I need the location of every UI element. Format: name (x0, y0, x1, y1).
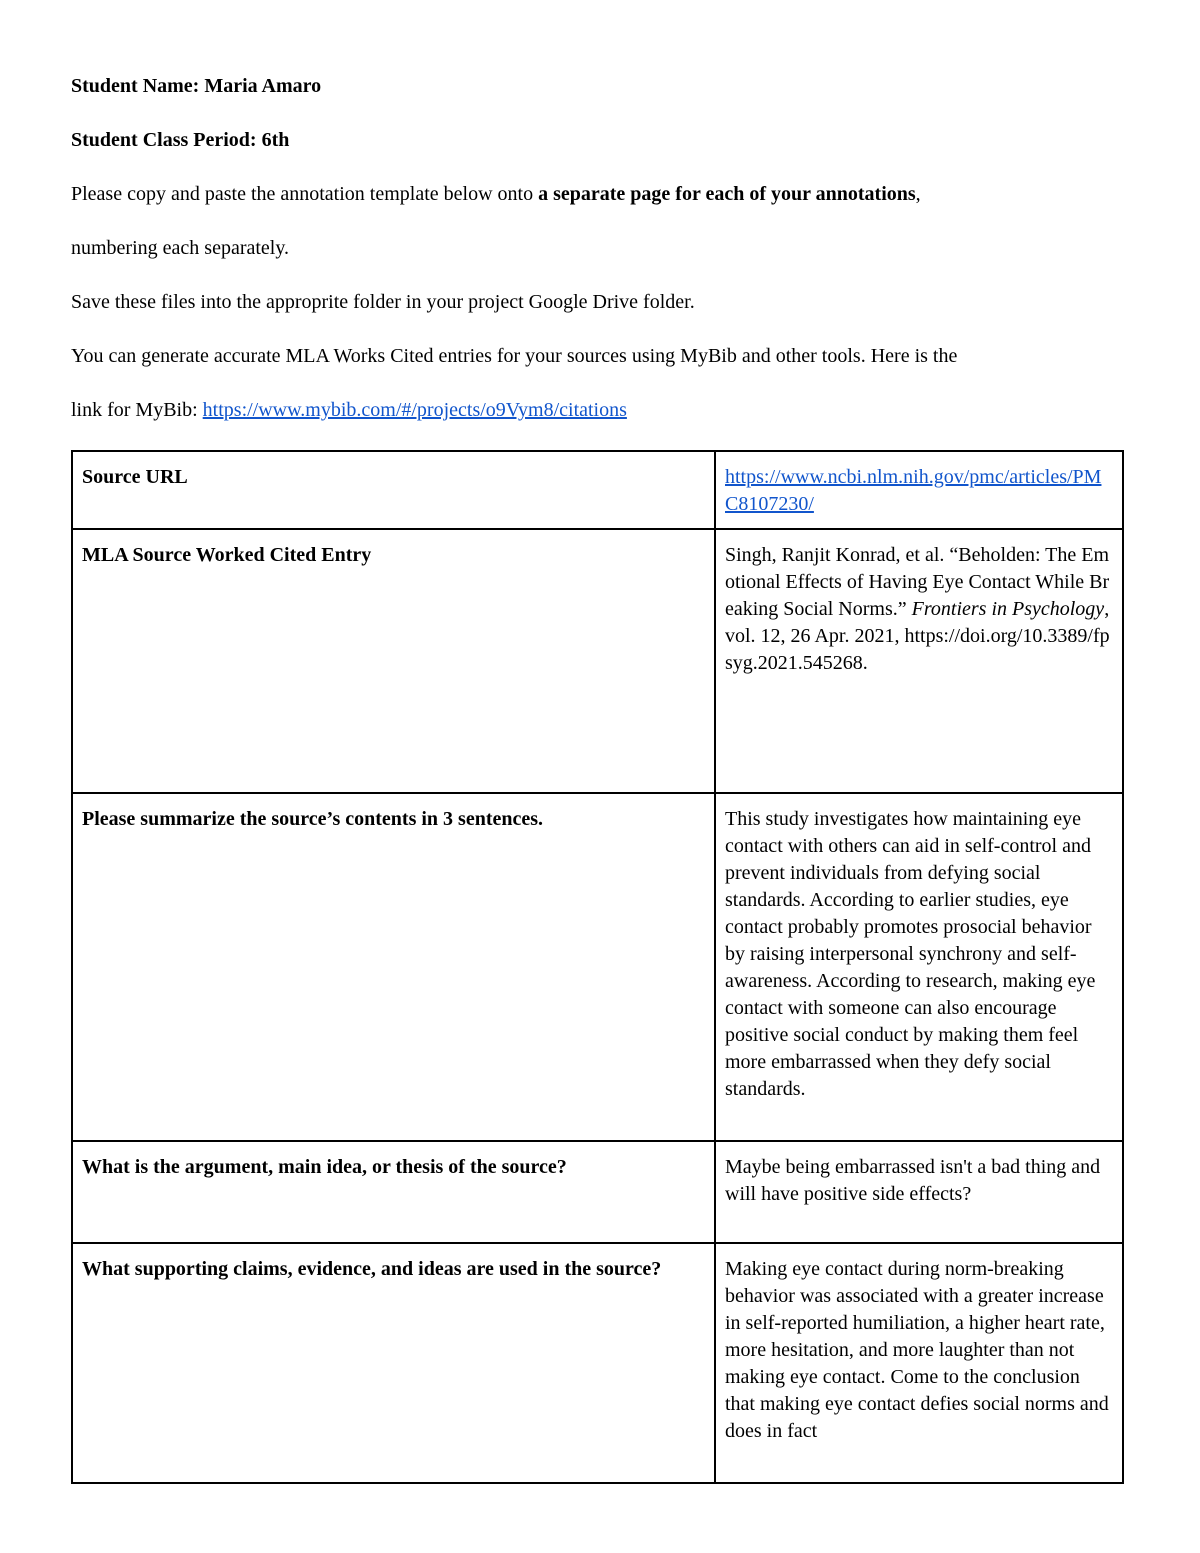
question-cell: What supporting claims, evidence, and ideas are used in the source? (72, 1243, 715, 1483)
answer-cell: This study investigates how maintaining eye contact with others can aid in self-control and prevent individuals from defying social standards. According to earlier studies, eye contact probably promotes prosocial behavior by raising interpersonal synchrony and self-awareness. According to research, making eye contact with someone can also encourage positive social conduct by making them feel more embarrassed when they defy social standards. (715, 793, 1123, 1141)
mybib-label: link for MyBib: (71, 399, 203, 421)
instruction-line-5 (71, 398, 627, 422)
instruction-line-4: You can generate accurate MLA Works Cited entries for your sources using MyBib and other tools. Here is the (71, 345, 958, 367)
instruction-line-1 (71, 182, 921, 206)
table-row (72, 793, 1123, 1141)
instruction-text: Please copy and paste the annotation template below onto (71, 183, 539, 205)
mybib-link[interactable]: https://www.mybib.com/#/projects/o9Vym8/citations (202, 399, 627, 421)
student-name: Student Name: Maria Amaro (71, 75, 322, 97)
table-row (72, 1141, 1123, 1243)
answer-cell (715, 451, 1123, 529)
class-period: Student Class Period: 6th (71, 129, 290, 151)
question-cell: MLA Source Worked Cited Entry (72, 529, 715, 793)
citation-journal: Frontiers in Psychology (911, 598, 1105, 620)
citation-authors-title: Singh, Ranjit Konrad, et al. “Beholden: The Emotional Effects of Having Eye Contact While Breaking Social Norms.” (725, 544, 1110, 620)
answer-cell (715, 529, 1123, 793)
instruction-punctuation: , (915, 183, 921, 205)
answer-cell: Maybe being embarrassed isn't a bad thing and will have positive side effects? (715, 1141, 1123, 1243)
table-row (72, 451, 1123, 529)
question-cell: What is the argument, main idea, or thesis of the source? (72, 1141, 715, 1243)
table-row (72, 1243, 1123, 1483)
annotation-table (71, 450, 1124, 1484)
question-cell: Source URL (72, 451, 715, 529)
question-cell: Please summarize the source’s contents in 3 sentences. (72, 793, 715, 1141)
instruction-emphasis: a separate page for each of your annotations (538, 183, 916, 205)
table-row (72, 529, 1123, 793)
answer-cell: Making eye contact during norm-breaking behavior was associated with a greater increase in self-reported humiliation, a higher heart rate, more hesitation, and more laughter than not making eye contact. Come to the conclusion that making eye contact defies social norms and does in fact (715, 1243, 1123, 1483)
instruction-line-3: Save these files into the approprite folder in your project Google Drive folder. (71, 291, 695, 313)
citation-details: , vol. 12, 26 Apr. 2021, https://doi.org/10.3389/fpsyg.2021.545268. (725, 598, 1110, 674)
citation-text (725, 542, 1113, 677)
source-url-link[interactable]: https://www.ncbi.nlm.nih.gov/pmc/articles/PMC8107230/ (725, 466, 1102, 515)
instruction-line-2: numbering each separately. (71, 237, 290, 259)
